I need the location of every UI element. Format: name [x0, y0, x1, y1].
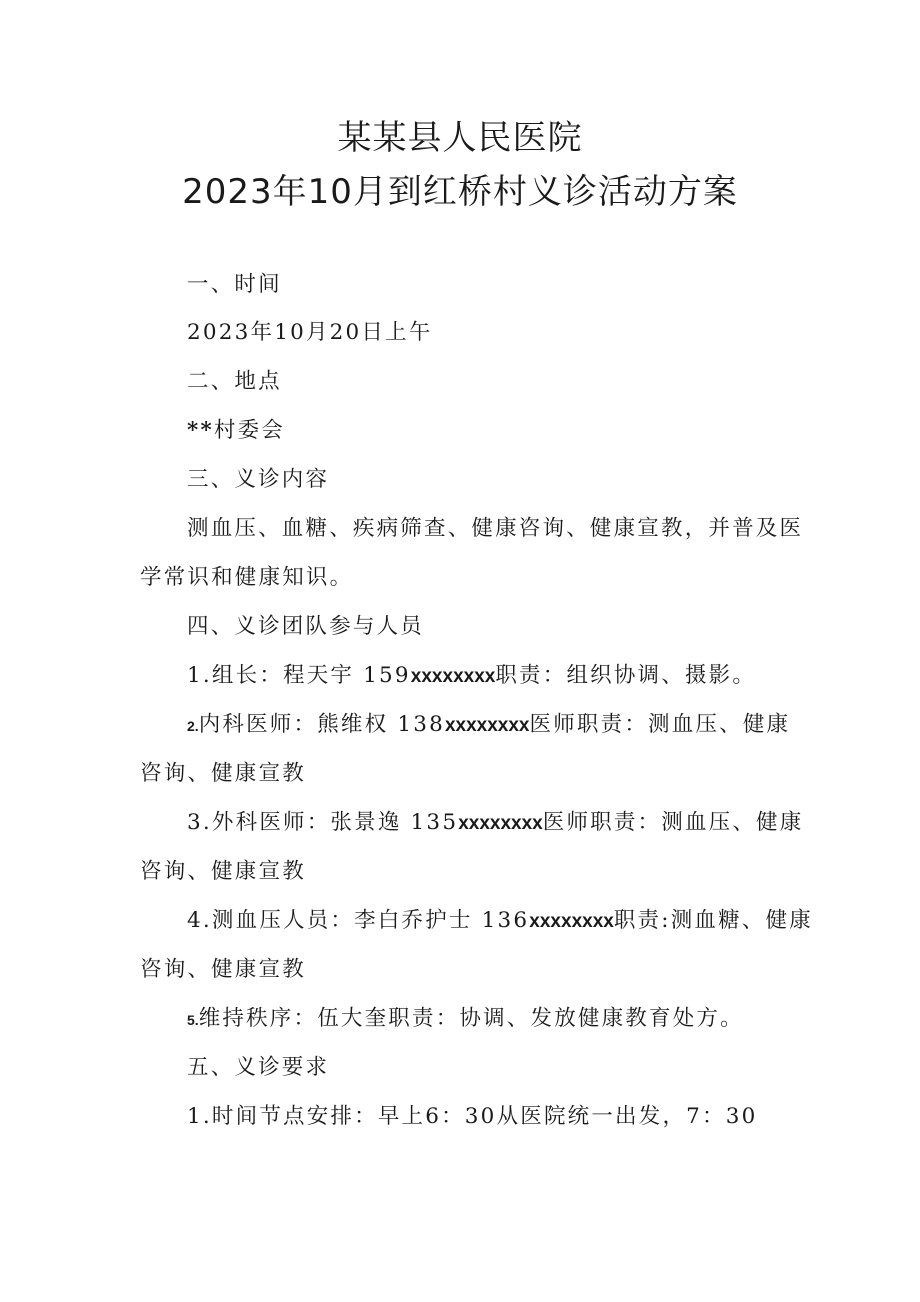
team-member-duty: 医师职责：测血压、健康	[529, 712, 791, 737]
team-member-duty: 医师职责：测血压、健康	[542, 810, 804, 835]
time-value: 2023年10月20日上午	[187, 320, 433, 345]
section-heading-team: 四、义诊团队参与人员	[187, 614, 425, 639]
place-value-prefix: **	[187, 418, 214, 443]
place-value	[187, 416, 847, 446]
team-member-item	[187, 661, 847, 692]
team-member-number: 4.	[187, 908, 212, 933]
team-member-number: 2.	[187, 718, 199, 734]
team-member-item	[187, 1004, 847, 1035]
section-heading-time: 一、时间	[187, 272, 282, 297]
team-member-number: 5.	[187, 1012, 199, 1028]
team-member-number: 1.	[187, 663, 212, 688]
content-paragraph-line: 学常识和健康知识。	[140, 565, 354, 590]
requirement-line: 1.时间节点安排：早上6：30从医院统一出发，7：30	[187, 1104, 758, 1129]
team-member-item	[187, 808, 847, 839]
phone-mask: xxxxxxxx	[444, 715, 530, 736]
team-member-role: 维持秩序：伍大奎职责：协调、发放健康教育处方。	[198, 1006, 744, 1031]
team-member-role: 内科医师：熊维权 138	[198, 712, 445, 737]
team-member-role: 外科医师：张景逸 135	[211, 810, 459, 835]
team-member-duty: 职责:测血糖、健康	[613, 908, 813, 933]
place-value-text: 村委会	[213, 418, 285, 443]
section-heading-place: 二、地点	[187, 369, 282, 394]
team-member-role: 组长：程天宇 159	[211, 663, 411, 688]
team-member-item	[187, 710, 847, 741]
team-member-duty-continued: 咨询、健康宣教	[140, 761, 306, 786]
phone-mask: xxxxxxxx	[410, 666, 496, 687]
section-heading-requirements: 五、义诊要求	[187, 1055, 330, 1080]
document-title-activity: 2023年10月到红桥村义诊活动方案	[182, 172, 738, 212]
section-heading-content: 三、义诊内容	[187, 467, 330, 492]
document-title-hospital: 某某县人民医院	[337, 118, 583, 158]
team-member-role: 测血压人员：李白乔护士 136	[211, 908, 530, 933]
phone-mask: xxxxxxxx	[458, 813, 543, 834]
team-member-duty: 职责：组织协调、摄影。	[495, 663, 757, 688]
team-member-duty-continued: 咨询、健康宣教	[140, 957, 306, 982]
phone-mask: xxxxxxxx	[529, 911, 614, 932]
team-member-item	[187, 906, 847, 937]
team-member-duty-continued: 咨询、健康宣教	[140, 859, 306, 884]
content-paragraph-line: 测血压、血糖、疾病筛查、健康咨询、健康宣教，并普及医	[187, 516, 804, 541]
team-member-number: 3.	[187, 810, 212, 835]
